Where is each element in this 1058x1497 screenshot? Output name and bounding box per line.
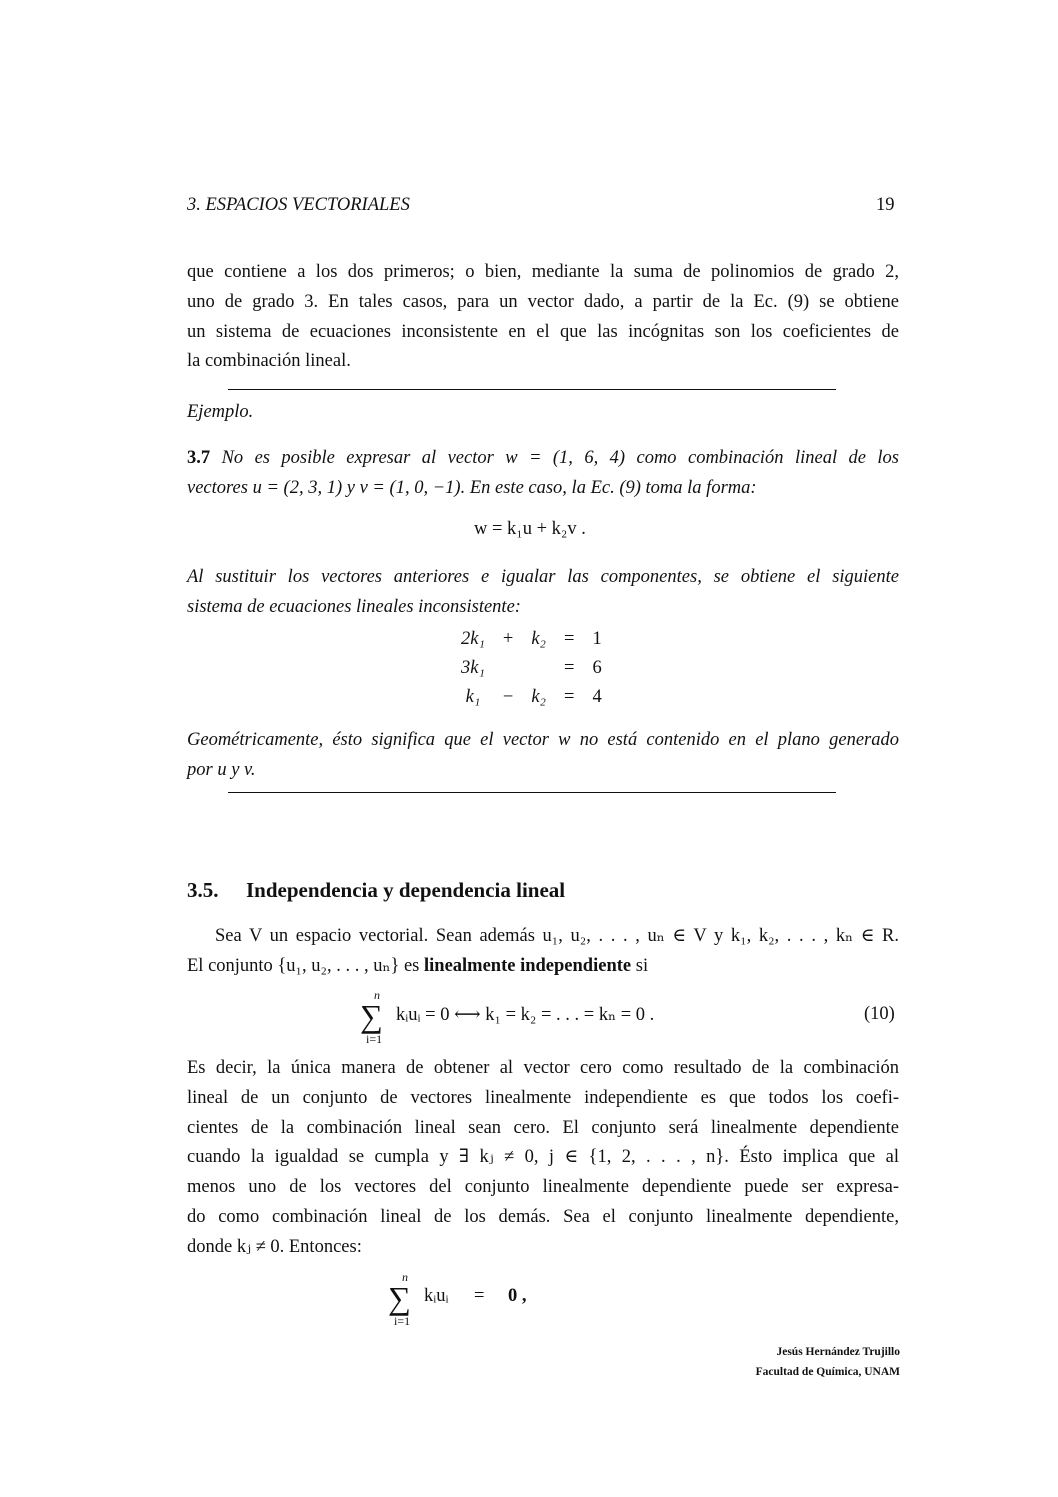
example-after-text <box>187 563 899 623</box>
final-equation-lhs: kᵢuᵢ <box>424 1286 449 1306</box>
definition-line <box>187 952 899 982</box>
example-number: 3.7 <box>187 448 211 468</box>
system-equals: = <box>564 658 575 678</box>
system-row <box>452 654 611 683</box>
explanation-line: cientes de la combinación lineal sean cero. El conjunto será linealmente dependiente <box>187 1117 899 1138</box>
sigma-lower-limit: i=1 <box>394 1314 411 1328</box>
equation-10-tag: (10) <box>864 1004 895 1024</box>
sigma-lower-limit: i=1 <box>366 1032 383 1046</box>
system-rhs: 1 <box>592 629 602 649</box>
system-row <box>452 683 611 712</box>
intro-line: la combinación lineal. <box>187 351 351 372</box>
explanation-line: menos uno de los vectores del conjunto linealmente dependiente puede ser expresa- <box>187 1177 899 1198</box>
sigma-upper-limit: n <box>374 988 380 1002</box>
final-equation-rhs: 0 , <box>508 1286 527 1306</box>
system-term: k₁ <box>465 687 481 707</box>
intro-line: que contiene a los dos primeros; o bien, mediante la suma de polinomios de grado 2, <box>187 262 899 282</box>
equation-10-body: kᵢuᵢ = 0 ⟷ k₁ = k₂ = . . . = kₙ = 0 . <box>396 1005 655 1025</box>
example-statement-line <box>187 444 899 474</box>
explanation-line: lineal de un conjunto de vectores linealmente independiente es que todos los coefi- <box>187 1087 899 1108</box>
explanation-line: Es decir, la única manera de obtener al vector cero como resultado de la combinación <box>187 1058 899 1078</box>
system-row <box>452 625 611 654</box>
sigma-symbol: ∑ <box>360 998 383 1034</box>
definition-line: Sea V un espacio vectorial. Sean además u₁, u₂, . . . , uₙ ∈ V y k₁, k₂, . . . , kₙ ∈ R. <box>215 926 899 946</box>
system-rhs: 4 <box>592 687 602 707</box>
example-conclusion <box>187 726 899 786</box>
system-equals: = <box>564 687 575 707</box>
system-operator <box>494 654 522 683</box>
explanation-line: cuando la igualdad se cumpla y ∃ kⱼ ≠ 0, j ∈ {1, 2, . . . , n}. Ésto implica que al <box>187 1147 899 1168</box>
sigma-upper-limit: n <box>402 1270 408 1284</box>
system-rhs: 6 <box>592 658 602 678</box>
key-term-linearly-independent: linealmente independiente <box>424 955 632 976</box>
intro-paragraph <box>187 258 899 377</box>
definition-text: si <box>635 955 649 976</box>
system-term: 3k₁ <box>461 658 485 678</box>
running-header-title: 3. ESPACIOS VECTORIALES <box>187 195 410 215</box>
example-conclusion-line: por u y v. <box>187 759 256 780</box>
example-statement-line: vectores u = (2, 3, 1) y v = (1, 0, −1). En este caso, la Ec. (9) toma la forma: <box>187 477 757 498</box>
definition-text: El conjunto {u₁, u₂, . . . , uₙ} es <box>187 955 420 976</box>
sigma-symbol: ∑ <box>388 1280 411 1316</box>
example-after-line: Al sustituir los vectores anteriores e igualar las componentes, se obtiene el siguiente <box>187 567 899 587</box>
example-label: Ejemplo. <box>187 402 254 422</box>
footer-affiliation: Facultad de Química, UNAM <box>755 1366 900 1378</box>
system-operator: − <box>502 687 514 707</box>
definition-paragraph <box>187 922 899 982</box>
final-equation-equals: = <box>474 1286 485 1306</box>
example-bottom-rule <box>228 792 836 793</box>
example-top-rule <box>228 389 836 390</box>
section-number: 3.5. <box>187 878 219 902</box>
system-equals: = <box>564 629 575 649</box>
system-term: k₂ <box>531 687 546 707</box>
example-equation: w = k₁u + k₂v . <box>474 519 586 539</box>
footer-author: Jesús Hernández Trujillo <box>776 1346 900 1358</box>
intro-line: un sistema de ecuaciones inconsistente en el que las incógnitas son los coeficientes de <box>187 321 899 342</box>
explanation-line: donde kⱼ ≠ 0. Entonces: <box>187 1236 362 1257</box>
system-operator: + <box>502 629 514 649</box>
explanation-paragraph <box>187 1054 899 1263</box>
example-after-line: sistema de ecuaciones lineales inconsistente: <box>187 596 521 617</box>
system-term <box>522 654 555 683</box>
section-title: Independencia y dependencia lineal <box>246 878 566 902</box>
intro-line: uno de grado 3. En tales casos, para un vector dado, a partir de la Ec. (9) se obtiene <box>187 291 899 312</box>
system-term: k₂ <box>531 629 546 649</box>
explanation-line: do como combinación lineal de los demás. Sea el conjunto linealmente dependiente, <box>187 1206 899 1227</box>
linear-system <box>452 625 611 712</box>
system-term: 2k₁ <box>461 629 485 649</box>
example-conclusion-line: Geométricamente, ésto significa que el vector w no está contenido en el plano generado <box>187 730 899 750</box>
page-number: 19 <box>876 195 895 215</box>
example-statement-text: No es posible expresar al vector w = (1, 6, 4) como combinación lineal de los <box>221 448 900 468</box>
example-statement <box>187 444 899 504</box>
